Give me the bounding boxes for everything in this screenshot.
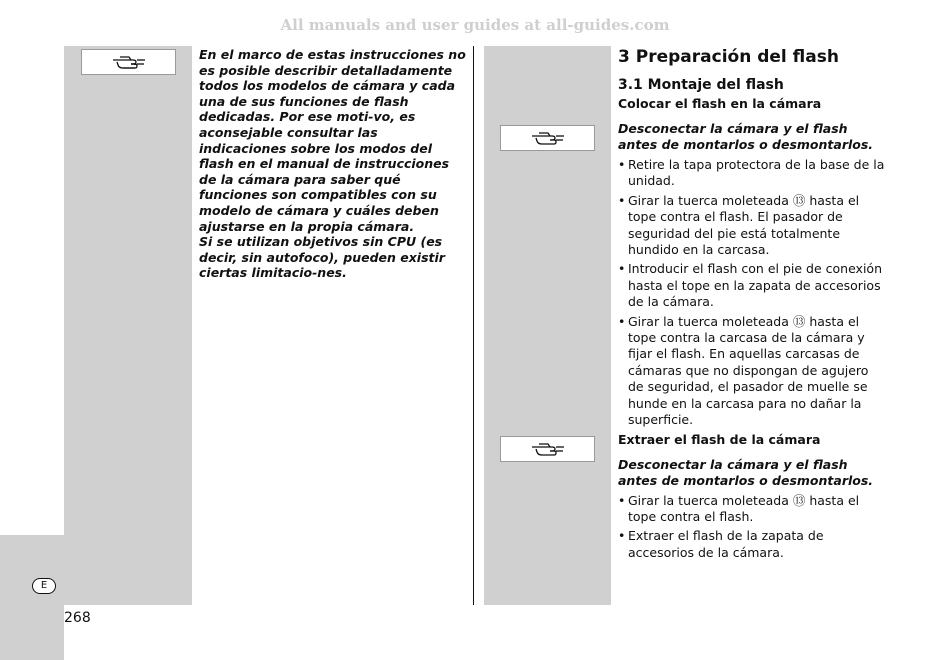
list-item: • Girar la tuerca moleteada ⑬ hasta el tope contra el flash. El pasador de seguridad del pie está totalmente hundido en la carcasa.	[618, 193, 888, 259]
remove-warning: Desconectar la cámara y el flash antes de montarlos o desmontarlos.	[618, 456, 874, 488]
list-item: • Extraer el flash de la zapata de accesorios de la cámara.	[618, 528, 888, 561]
left-note-text	[199, 47, 467, 281]
remove-steps	[618, 493, 888, 562]
language-badge: E	[32, 578, 56, 594]
note-paragraph: En el marco de estas instrucciones no es posible describir detalladamente todos los modelos de cámara y cada una de sus funciones de flash dedicadas. Por ese moti-vo, es aconsejable consultar las indicaciones sobre los modos del flash en el manual de instrucciones de la cámara para saber qué funciones son compatibles con su modelo de cámara y cuáles deben ajustarse en la propia cámara.	[199, 47, 466, 234]
mount-heading: Colocar el flash en la cámara	[618, 96, 822, 111]
section-content	[618, 46, 888, 564]
mount-steps	[618, 157, 888, 429]
list-item: • Introducir el flash con el pie de conexión hasta el tope en la zapata de accesorios de la cámara.	[618, 261, 888, 310]
note-hand-icon	[500, 436, 595, 462]
remove-heading: Extraer el flash de la cámara	[618, 431, 821, 447]
left-margin-column	[64, 46, 192, 605]
watermark: All manuals and user guides at all-guides.com	[280, 16, 670, 34]
note-hand-icon	[81, 49, 176, 75]
list-item: • Retire la tapa protectora de la base de la unidad.	[618, 157, 888, 190]
note-hand-icon	[500, 125, 595, 151]
section-subtitle: 3.1 Montaje del flash	[618, 77, 784, 93]
column-divider	[473, 46, 474, 605]
note-paragraph: Si se utilizan objetivos sin CPU (es decir, sin autofoco), pueden existir ciertas limitacio-nes.	[199, 234, 445, 281]
page-number: 268	[64, 610, 91, 626]
list-item: • Girar la tuerca moleteada ⑬ hasta el tope contra la carcasa de la cámara y fijar el flash. En aquellas carcasas de cámaras que no dispongan de agujero de seguridad, el pasador de muelle se hunde en la carcasa para no dañar la superficie.	[618, 314, 888, 429]
language-tab	[0, 535, 64, 660]
section-title: 3 Preparación del flash	[618, 47, 839, 67]
mount-warning: Desconectar la cámara y el flash antes de montarlos o desmontarlos.	[618, 121, 874, 152]
list-item: • Girar la tuerca moleteada ⑬ hasta el tope contra el flash.	[618, 493, 888, 526]
